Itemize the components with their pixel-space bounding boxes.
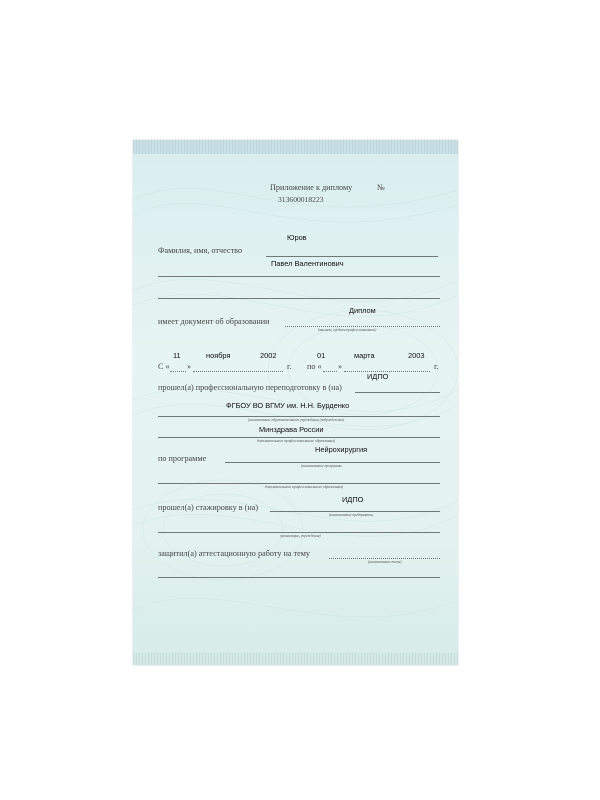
document-title: Приложение к диплому [270, 183, 353, 192]
retraining-label: прошел(а) профессиональную переподготовку в (на) [158, 383, 342, 392]
institution-caption: (наименование образовательного учреждения (подразделения) [248, 418, 345, 422]
thesis-line [329, 558, 440, 559]
ministry-value: Минздрава России [259, 425, 324, 434]
to-day-line [323, 371, 337, 372]
program-line-2 [158, 483, 440, 484]
to-year-suffix: г. [434, 362, 439, 371]
certificate-sheet [133, 140, 458, 665]
internship-line-2 [158, 532, 440, 533]
internship-caption-2: организации, учреждения) [280, 534, 321, 538]
thesis-label: защитил(а) аттестационную работу на тему [158, 549, 311, 558]
from-month-year-line [193, 371, 283, 372]
from-year-suffix: г. [287, 362, 292, 371]
doc-value: Диплом [349, 306, 376, 315]
program-value: Нейрохирургия [315, 445, 368, 454]
to-month-value: марта [354, 351, 375, 360]
doc-label: имеет документ об образовании [158, 317, 270, 326]
ministry-caption: дополнительного профессионального образования) [257, 439, 336, 443]
fio-line-3 [158, 298, 440, 299]
to-quote-close: » [338, 362, 343, 371]
ministry-line [158, 437, 440, 438]
thesis-line-2 [158, 577, 440, 578]
internship-line [270, 511, 440, 512]
surname-value: Юров [287, 233, 307, 242]
from-prefix: С « [158, 362, 170, 371]
from-quote-close: » [187, 362, 192, 371]
from-day-line [170, 371, 186, 372]
from-year-value: 2002 [260, 351, 277, 360]
internship-value: ИДПО [342, 495, 364, 504]
retraining-line [355, 392, 440, 393]
top-border-band [133, 140, 458, 154]
thesis-caption: (наименование темы) [368, 560, 402, 564]
doc-line [285, 326, 440, 327]
fio-line-2 [158, 276, 440, 277]
to-prefix: по « [307, 362, 322, 371]
to-year-value: 2003 [408, 351, 425, 360]
program-line [225, 462, 440, 463]
document-number: 313600018223 [278, 195, 324, 204]
doc-caption: (высшем, среднем профессиональном) [318, 328, 377, 332]
retraining-value: ИДПО [367, 372, 389, 381]
program-label: по программе [158, 454, 207, 463]
program-caption-2: дополнительного профессионального образования) [265, 485, 344, 489]
internship-label: прошел(а) стажировку в (на) [158, 503, 259, 512]
institution-line [158, 416, 440, 417]
from-month-value: ноября [206, 351, 231, 360]
internship-caption: (наименование предприятия, [329, 513, 374, 517]
institution-value: ФГБОУ ВО ВГМУ им. Н.Н. Бурденко [226, 401, 350, 410]
from-day-value: 11 [173, 351, 181, 360]
number-sign: № [377, 183, 385, 192]
to-day-value: 01 [317, 351, 326, 360]
given-names-value: Павел Валентинович [271, 259, 344, 268]
program-caption: (наименование программы [301, 464, 342, 468]
bottom-border-band [133, 653, 458, 665]
fio-line-1 [266, 256, 438, 257]
fio-label: Фамилия, имя, отчество [158, 246, 243, 255]
